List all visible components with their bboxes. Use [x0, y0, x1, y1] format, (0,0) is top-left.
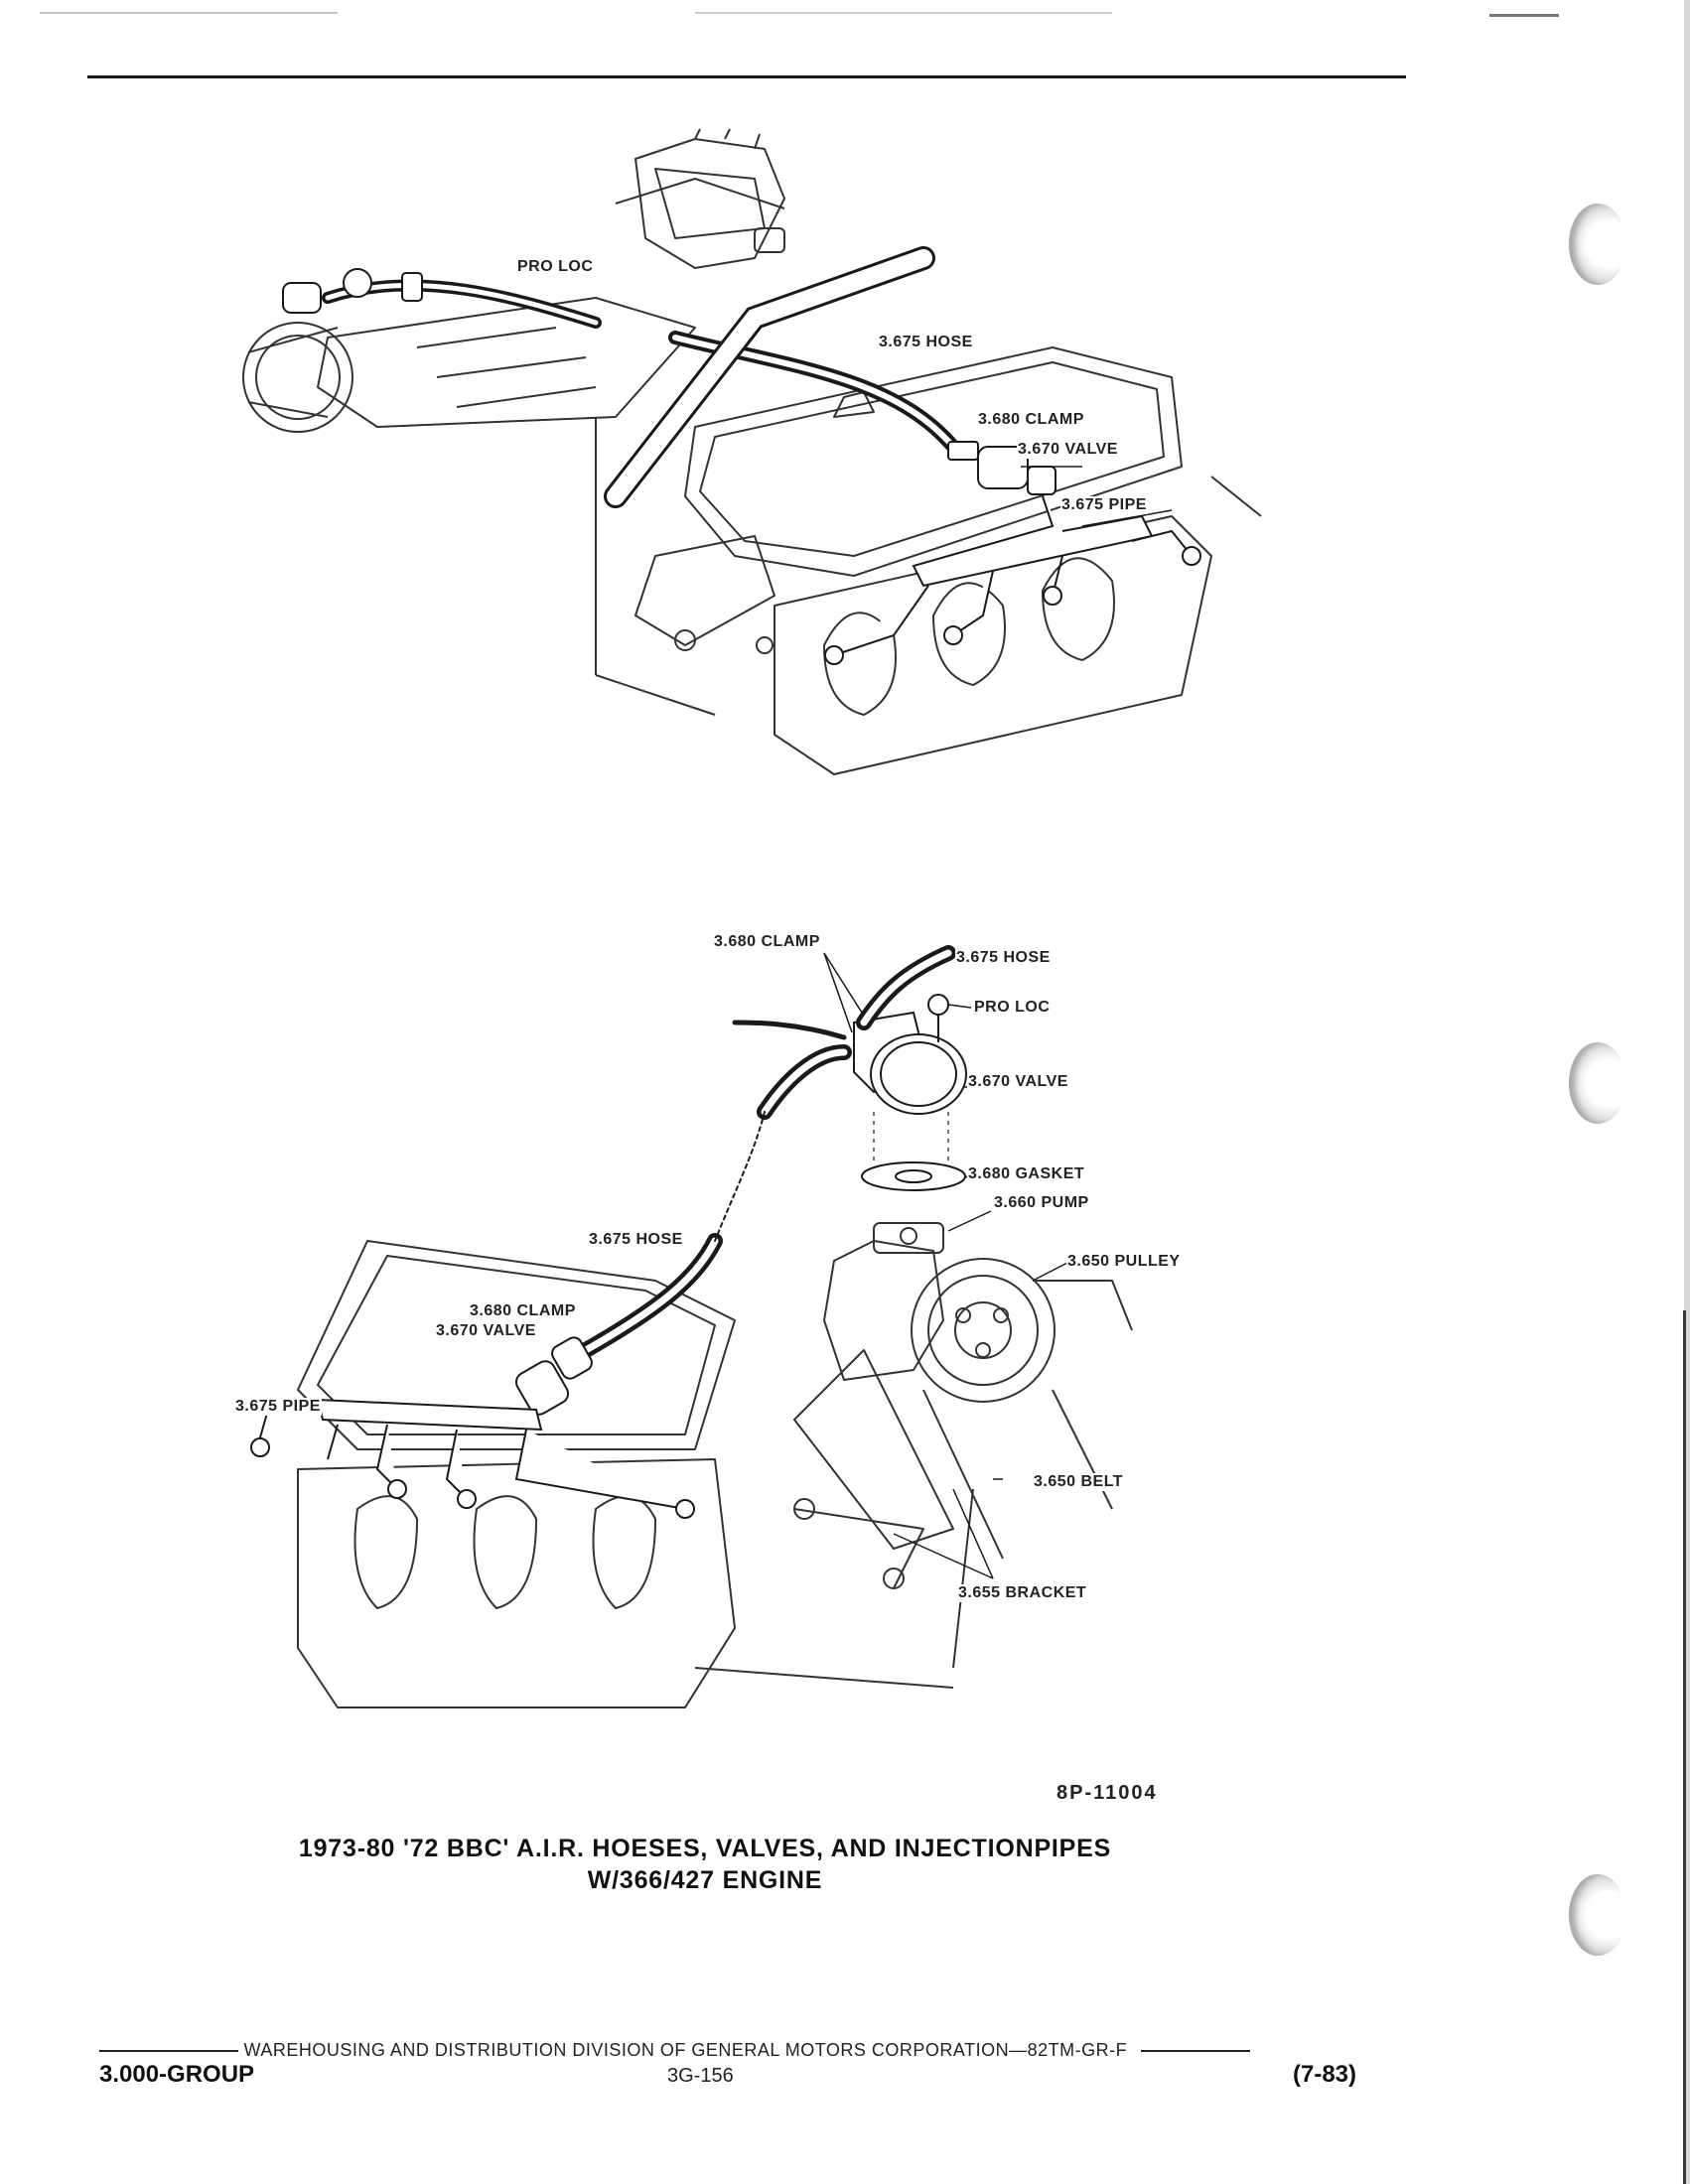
label-pump: 3.660 PUMP [994, 1194, 1089, 1211]
label-pro-loc-lower: PRO LOC [974, 999, 1051, 1016]
label-clamp: 3.680 CLAMP [978, 411, 1084, 428]
label-valve-top: 3.670 VALVE [968, 1073, 1068, 1090]
label-gasket: 3.680 GASKET [968, 1165, 1085, 1182]
label-valve-mid: 3.670 VALVE [436, 1322, 536, 1339]
label-pipe-lower: 3.675 PIPE [235, 1398, 321, 1415]
label-bracket: 3.655 BRACKET [958, 1584, 1087, 1601]
label-valve: 3.670 VALVE [1018, 441, 1118, 458]
label-belt: 3.650 BELT [1034, 1473, 1124, 1490]
label-clamp-top: 3.680 CLAMP [714, 933, 820, 950]
figure-caption-line1: 1973-80 '72 BBC' A.I.R. HOESES, VALVES, AND INJECTIONPIPES [298, 1835, 1112, 1862]
label-pro-loc: PRO LOC [517, 258, 594, 275]
binder-hole [1569, 1874, 1626, 1956]
label-clamp-mid: 3.680 CLAMP [470, 1302, 576, 1319]
label-hose-mid: 3.675 HOSE [589, 1231, 683, 1248]
footer-date: (7-83) [1293, 2061, 1357, 2088]
figure-number: 8P-11004 [1056, 1782, 1158, 1804]
footer-dash [99, 2050, 238, 2052]
footer-publisher-line [99, 2040, 1370, 2061]
label-hose-top: 3.675 HOSE [956, 949, 1051, 966]
footer-publisher: WAREHOUSING AND DISTRIBUTION DIVISION OF GENERAL MOTORS CORPORATION—82TM-GR-F [243, 2040, 1128, 2060]
label-pipe: 3.675 PIPE [1061, 496, 1147, 513]
label-pulley: 3.650 PULLEY [1067, 1253, 1181, 1270]
footer-page-number: 3G-156 [667, 2065, 734, 2087]
label-hose: 3.675 HOSE [879, 334, 973, 350]
figure-caption-line2: W/366/427 ENGINE [587, 1866, 823, 1894]
footer-group: 3.000-GROUP [99, 2061, 255, 2088]
footer-dash [1141, 2050, 1250, 2052]
